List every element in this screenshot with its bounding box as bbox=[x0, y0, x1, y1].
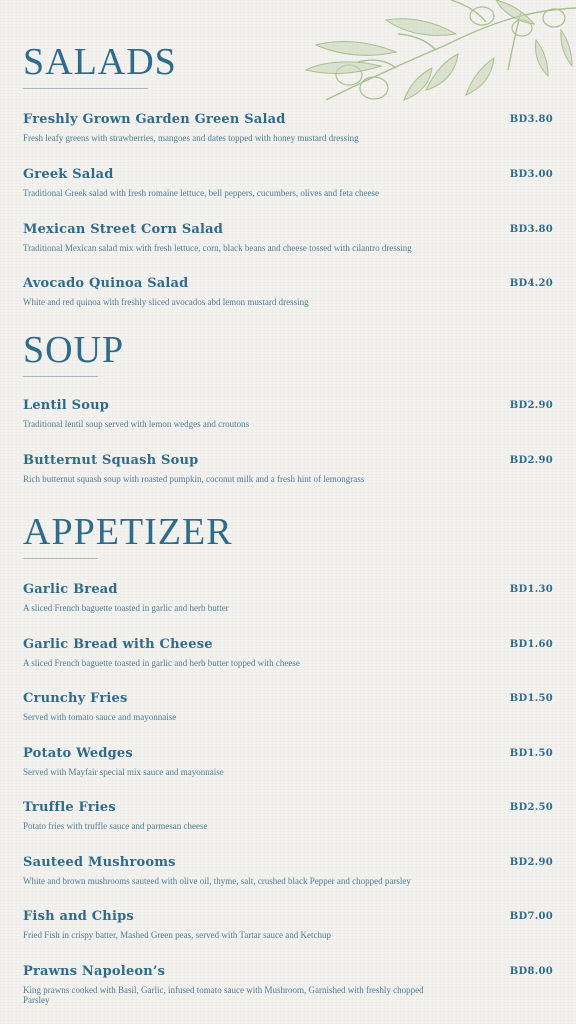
menu-item bbox=[23, 909, 553, 940]
item-name: Sauteed Mushrooms bbox=[23, 855, 176, 870]
item-name: Truffle Fries bbox=[23, 800, 116, 815]
item-description: Traditional lentil soup served with lemon wedges and croutons bbox=[23, 419, 250, 429]
item-description: Traditional Mexican salad mix with fresh lettuce, corn, black beans and cheese tossed with cilantro dressing bbox=[23, 243, 412, 253]
menu-item bbox=[23, 398, 553, 429]
item-price: BD2.90 bbox=[509, 455, 553, 466]
item-price: BD2.90 bbox=[509, 857, 553, 868]
menu-item bbox=[23, 276, 553, 307]
title-divider bbox=[23, 558, 98, 559]
item-name: Potato Wedges bbox=[23, 746, 133, 761]
menu-item bbox=[23, 746, 553, 777]
title-divider bbox=[23, 88, 148, 89]
item-name: Fish and Chips bbox=[23, 909, 134, 924]
menu-item bbox=[23, 167, 553, 198]
item-description: Served with tomato sauce and mayonnaise bbox=[23, 712, 177, 722]
item-price: BD3.80 bbox=[509, 224, 553, 235]
menu-item bbox=[23, 112, 553, 143]
item-description: King prawns cooked with Basil, Garlic, infused tomato sauce with Mushroom, Garnished with freshly chopped Parsley bbox=[23, 985, 424, 1005]
item-price: BD1.50 bbox=[509, 693, 553, 704]
menu-item bbox=[23, 222, 553, 253]
item-name: Lentil Soup bbox=[23, 398, 110, 413]
item-description: Fried Fish in crispy batter, Mashed Green peas, served with Tartar sauce and Ketchup bbox=[23, 930, 331, 940]
section-title: APPETIZER bbox=[23, 511, 233, 553]
menu-item bbox=[23, 582, 553, 613]
item-price: BD2.90 bbox=[509, 400, 553, 411]
section-title: SOUP bbox=[23, 329, 125, 371]
item-price: BD1.50 bbox=[509, 748, 553, 759]
item-description: White and brown mushrooms sauteed with olive oil, thyme, salt, crushed black Pepper and chopped parsley bbox=[23, 876, 411, 886]
item-price: BD4.20 bbox=[509, 278, 553, 289]
item-name: Garlic Bread with Cheese bbox=[23, 637, 213, 652]
menu-item bbox=[23, 453, 553, 484]
item-description: Fresh leafy greens with strawberries, mangoes and dates topped with honey mustard dressing bbox=[23, 133, 359, 143]
item-price: BD7.00 bbox=[509, 911, 553, 922]
item-price: BD3.80 bbox=[509, 114, 553, 125]
item-description: A sliced French baguette toasted in garlic and herb butter topped with cheese bbox=[23, 658, 300, 668]
section-title: SALADS bbox=[23, 41, 177, 83]
item-name: Garlic Bread bbox=[23, 582, 118, 597]
item-price: BD2.50 bbox=[509, 802, 553, 813]
section-salads bbox=[23, 42, 553, 89]
item-description: Potato fries with truffle sauce and parmesan cheese bbox=[23, 821, 208, 831]
item-description: A sliced French baguette toasted in garlic and herb butter bbox=[23, 603, 229, 613]
item-name: Greek Salad bbox=[23, 167, 114, 182]
item-price: BD1.30 bbox=[509, 584, 553, 595]
section-appetizer bbox=[23, 512, 553, 559]
item-name: Mexican Street Corn Salad bbox=[23, 222, 224, 237]
item-description: Traditional Greek salad with fresh romaine lettuce, bell peppers, cucumbers, olives and feta cheese bbox=[23, 188, 380, 198]
item-name: Prawns Napoleon’s bbox=[23, 964, 166, 979]
item-name: Avocado Quinoa Salad bbox=[23, 276, 189, 291]
item-description: Served with Mayfair special mix sauce and mayonnaise bbox=[23, 767, 224, 777]
item-price: BD3.00 bbox=[509, 169, 553, 180]
item-price: BD1.60 bbox=[509, 639, 553, 650]
menu-item bbox=[23, 964, 553, 1005]
item-name: Butternut Squash Soup bbox=[23, 453, 199, 468]
menu-item bbox=[23, 800, 553, 831]
menu-item bbox=[23, 637, 553, 668]
item-description: White and red quinoa with freshly sliced avocados abd lemon mustard dressing bbox=[23, 297, 309, 307]
item-name: Crunchy Fries bbox=[23, 691, 128, 706]
item-description: Rich butternut squash soup with roasted pumpkin, coconut milk and a fresh hint of lemongrass bbox=[23, 474, 365, 484]
menu-item bbox=[23, 855, 553, 886]
menu-item bbox=[23, 691, 553, 722]
section-soup bbox=[23, 330, 553, 377]
item-name: Freshly Grown Garden Green Salad bbox=[23, 112, 286, 127]
item-price: BD8.00 bbox=[509, 966, 553, 977]
title-divider bbox=[23, 376, 98, 377]
